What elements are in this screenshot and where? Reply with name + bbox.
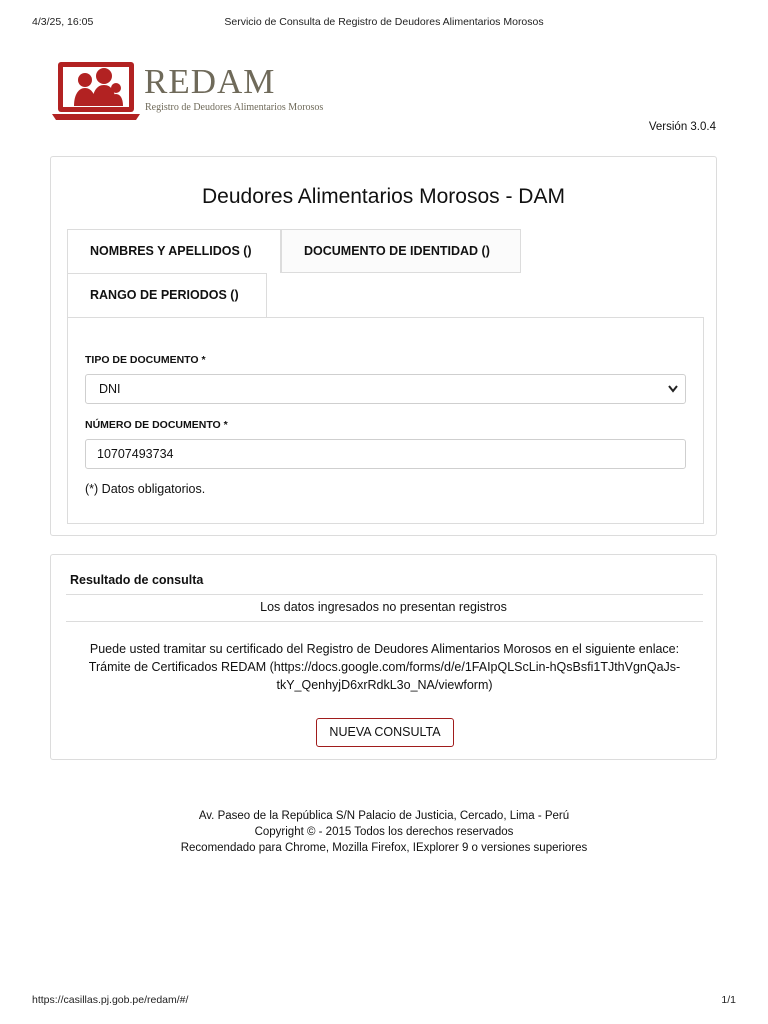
brand-subtitle: Registro de Deudores Alimentarios Morosos [145,102,324,113]
doc-number-label: NÚMERO DE DOCUMENTO * [85,419,228,431]
print-url: https://casillas.pj.gob.pe/redam/#/ [32,994,189,1006]
cert-link-line2: tkY_QenhyjD6xrRdkL3o_NA/viewform) [276,678,493,692]
tab-documento-identidad[interactable]: DOCUMENTO DE IDENTIDAD () [281,229,521,273]
chevron-down-icon [667,376,679,412]
required-note: (*) Datos obligatorios. [85,482,206,496]
footer-address: Av. Paseo de la República S/N Palacio de Justicia, Cercado, Lima - Perú [198,810,570,822]
new-query-button[interactable]: NUEVA CONSULTA [316,718,454,747]
family-on-laptop-icon [52,58,140,124]
brand-name: REDAM [144,62,276,101]
cert-text-line1: Puede usted tramitar su certificado del Registro de Deudores Alimentarios Morosos en el siguiente enlace: [89,642,680,656]
result-divider-bottom [66,621,703,622]
search-card [50,156,717,536]
doc-number-input[interactable]: 10707493734 [85,439,686,469]
doc-type-value: DNI [99,382,121,396]
version-label: Versión 3.0.4 [648,121,716,133]
print-header [0,16,768,32]
tab-rango-periodos[interactable]: RANGO DE PERIODOS () [67,273,267,317]
no-records-message: Los datos ingresados no presentan registros [260,600,507,614]
footer-copyright: Copyright © - 2015 Todos los derechos reservados [254,826,514,838]
print-title: Servicio de Consulta de Registro de Deudores Alimentarios Morosos [224,16,544,28]
site-footer [0,808,768,856]
cert-link[interactable] [71,658,698,694]
result-title: Resultado de consulta [70,573,204,587]
footer-recommended: Recomendado para Chrome, Mozilla Firefox, IExplorer 9 o versiones superiores [180,842,588,854]
print-page-number: 1/1 [721,994,736,1006]
doc-type-select[interactable] [85,374,686,404]
tab-nombres-apellidos[interactable]: NOMBRES Y APELLIDOS () [67,229,281,273]
cert-link-line1: Trámite de Certificados REDAM (https://docs.google.com/forms/d/e/1FAIpQLScLin-hQsBsfi1TJthVgnQaJs- [88,660,681,674]
certificate-info [71,640,698,694]
result-divider-top [66,594,703,595]
redam-logo[interactable] [52,58,352,124]
doc-type-label: TIPO DE DOCUMENTO * [85,354,206,366]
document-form [67,317,704,524]
result-card [50,554,717,760]
print-date: 4/3/25, 16:05 [32,16,94,28]
page-title: Deudores Alimentarios Morosos - DAM [202,185,565,208]
